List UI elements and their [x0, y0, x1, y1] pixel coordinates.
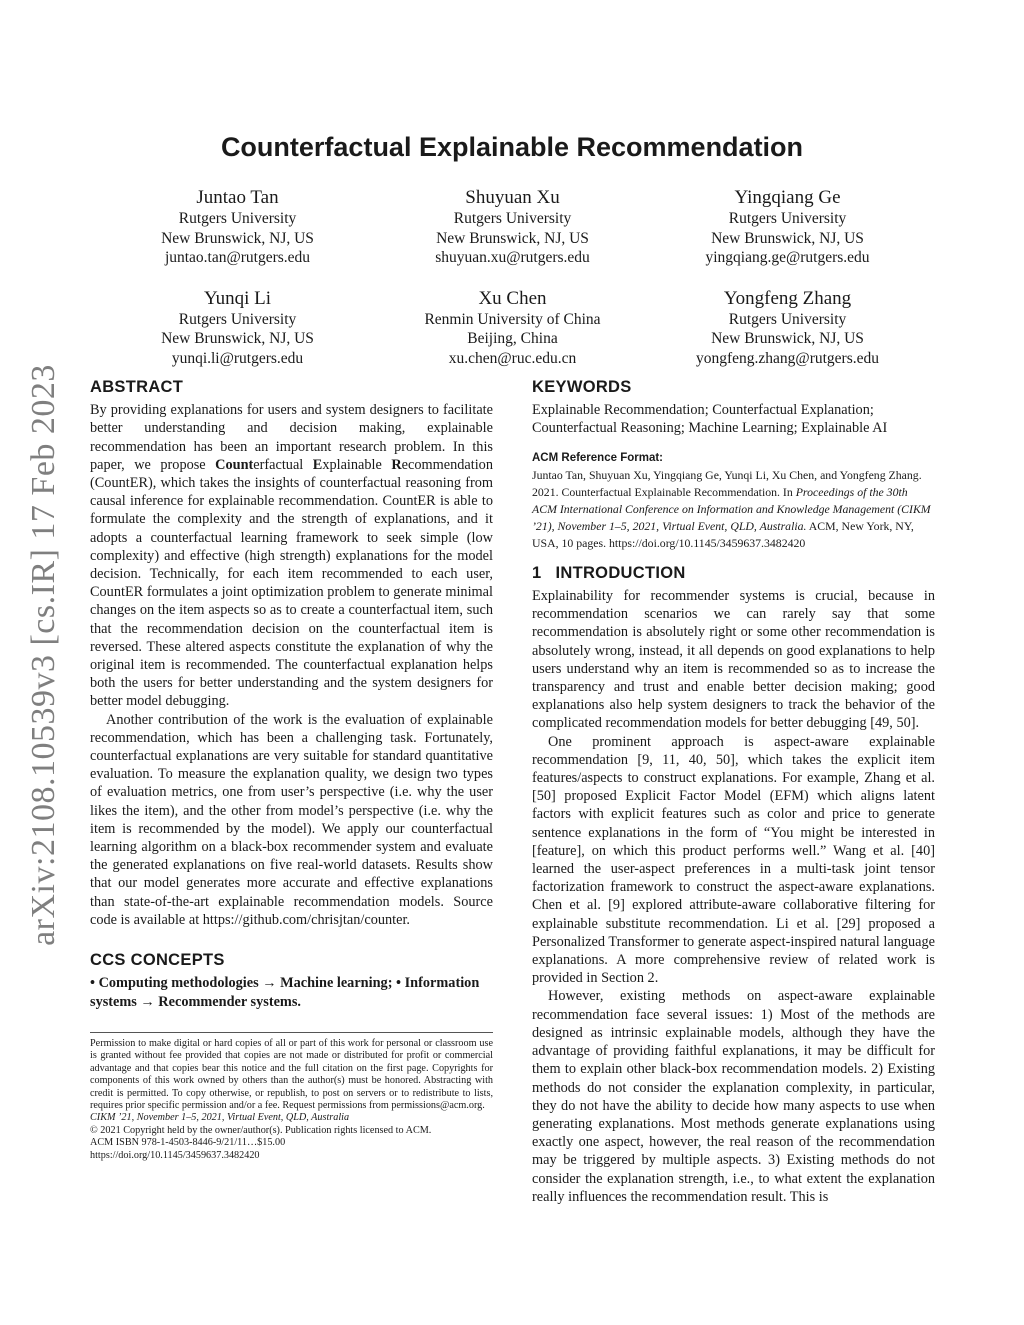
acm-reference-heading: ACM Reference Format:	[532, 451, 663, 464]
left-column	[90, 378, 493, 1011]
author-affiliation: Rutgers University	[453, 210, 572, 227]
author-name: Yunqi Li	[203, 287, 272, 309]
abstract-text-erfactual: erfactual	[253, 456, 313, 473]
arxiv-identifier: arXiv:2108.10539v3 [cs.IR] 17 Feb 2023	[25, 364, 63, 946]
author-block	[100, 186, 925, 368]
author-row	[100, 287, 925, 369]
permission-text: Permission to make digital or hard copies of all or part of this work for personal or classroom use is granted without fee provided that copies are not made or distributed for profit or commercial advantage and that copies bear this notice and the full citation on the first page. Copyrights for components of this work owned by others than the author(s) must be honored. Abstracting with credit is permitted. To copy otherwise, or republish, to post on servers or to redistribute to lists, requires prior specific permission and/or a fee. Request permissions from permissions@acm.org.	[90, 1038, 493, 1112]
isbn-line: ACM ISBN 978-1-4503-8446-9/21/11…$15.00	[90, 1137, 286, 1149]
section-number: 1	[532, 563, 542, 582]
author-name: Juntao Tan	[196, 187, 279, 208]
author-email[interactable]: yongfeng.zhang@rutgers.edu	[696, 349, 879, 367]
author-location: New Brunswick, NJ, US	[711, 330, 864, 347]
keywords-text: Explainable Recommendation; Counterfactual Explanation; Counterfactual Reasoning; Machine Learning; Explainable AI	[532, 402, 888, 437]
acm-reference-text	[532, 467, 935, 552]
author-email[interactable]: shuyuan.xu@rutgers.edu	[435, 249, 590, 266]
author-affiliation: Rutgers University	[178, 310, 297, 328]
author-card	[100, 287, 375, 369]
abstract-paragraph	[90, 401, 493, 710]
author-location: New Brunswick, NJ, US	[711, 229, 864, 247]
author-location: New Brunswick, NJ, US	[161, 229, 314, 247]
abstract-text-xplainable: xplainable	[322, 456, 392, 473]
doi-link[interactable]: https://doi.org/10.1145/3459637.3482420	[90, 1149, 260, 1161]
author-name: Yongfeng Zhang	[723, 287, 852, 309]
author-card	[650, 186, 925, 268]
intro-paragraph-2: One prominent approach is aspect-aware explainable recommendation [9, 11, 40, 50], which takes the explicit item features/aspects to construct explanations. For example, Zhang et al. [50] proposed Explicit Factor Model (EFM) which aligns latent factors with explicit features such as color and price to generate sentence explanations in the form of “You might be interested in [feature], on which this product performs well.” Wang et al. [40] learned the user-aspect preferences in a multi-task joint tensor factorization framework to construct the aspect-aware explanations. Chen et al. [9] explored attribute-aware collaborative filtering for explainable substitute recommendation. Li et al. [29] proposed a Personalized Transformer to generate aspect-inspired natural language explanations. A more comprehensive review of related work is provided in Section 2.	[532, 733, 935, 987]
ccs-text: • Computing methodologies → Machine learning; • Information systems → Recommender systems.	[90, 975, 480, 1010]
author-affiliation: Rutgers University	[728, 210, 847, 227]
author-email[interactable]: yunqi.li@rutgers.edu	[171, 349, 304, 367]
intro-paragraph-3: However, existing methods on aspect-aware explainable recommendation face several issues: 1) Most of the methods are designed as intrinsic explainable models, although they have the advantage of providing faithful explanations, it may be difficult for them to explain other black-box recommendation models. 2) Existing methods do not consider the explanation complexity, in particular, they do not have the ability to decide how many aspects to use when generating explanations. Most methods generate explanations using exactly one aspect, however, the real reason of the recommendation may be triggered by multiple aspects. 3) Existing methods do not consider the explanation strength, i.e., to what extent the explanation really influences the recommendation result. This is	[532, 988, 935, 1205]
abstract-bold-count: Count	[215, 456, 254, 473]
author-email[interactable]: juntao.tan@rutgers.edu	[164, 249, 311, 266]
acm-reference-proceedings: Proceedings of the 30th ACM International Conference on Information and Knowledge Management (CIKM ’21), November 1–5, 2021, Virtual Event, QLD, Australia.	[532, 484, 931, 533]
conference-line: CIKM ’21, November 1–5, 2021, Virtual Event, QLD, Australia	[90, 1112, 350, 1124]
abstract-bold-r: R	[391, 456, 402, 473]
author-email[interactable]: yingqiang.ge@rutgers.edu	[705, 249, 870, 266]
keywords-heading: KEYWORDS	[532, 378, 632, 396]
right-column	[532, 378, 935, 1206]
arxiv-sidebar	[20, 365, 68, 945]
paper-title: Counterfactual Explainable Recommendation	[220, 132, 804, 162]
ccs-heading: CCS CONCEPTS	[90, 951, 225, 970]
author-card	[375, 186, 650, 268]
author-location: New Brunswick, NJ, US	[161, 330, 314, 347]
author-name: Xu Chen	[478, 287, 547, 309]
author-card	[375, 287, 650, 369]
author-email[interactable]: xu.chen@ruc.edu.cn	[448, 349, 577, 367]
abstract-bold-e: E	[312, 456, 323, 473]
copyright-line: © 2021 Copyright held by the owner/author(s). Publication rights licensed to ACM.	[90, 1124, 432, 1136]
permission-footnote	[90, 1032, 493, 1162]
author-name: Yingqiang Ge	[734, 187, 841, 208]
abstract-text-rest: ecommendation (CountER), which takes the insights of counterfactual reasoning from causal inference for explainable recommendation. CountER is able to formulate the complexity and the strength of explanations, and it adopts a counterfactual learning framework to seek simple (low complexity) and effective (high strength) explanations for the model decision. Technically, for each item recommended to each user, CountER formulates a joint optimization problem to generate minimal changes on the item aspects so as to create a counterfactual item, such that the recommendation decision on the counterfactual item is reversed. These altered aspects constitute the explanation of why the original item is recommended. The counterfactual explanation helps both the users for better understanding and the system designers for better model debugging.	[90, 456, 493, 710]
abstract-paragraph-2: Another contribution of the work is the evaluation of explainable recommendation, which has been a challenging task. Fortunately, counterfactual explanations are very suitable for standard quantitative evaluation. To measure the explanation quality, we design two types of evaluation metrics, one from user’s perspective (i.e. why the user likes the item), and the other from model’s perspective (i.e. why the item is recommended by the model). We apply our counterfactual learning algorithm on a black-box recommender system and evaluate the generated explanations on five real-world datasets. Results show that our model generates more accurate and effective explanations than state-of-the-art explainable recommendation models. Source code is available at https://github.com/chrisjtan/counter.	[90, 711, 493, 928]
author-affiliation: Rutgers University	[178, 210, 297, 227]
intro-paragraph-1: Explainability for recommender systems is crucial, because in recommendation scenarios we can rarely say that some recommendation is absolutely right or some other recommendation is absolutely wrong, instead, it all depends on good explanations to help users understand why an item is recommended so as to increase the transparency and trust and enable better decision making; good explanations also help system designers to track the behavior of the complicated recommendation models for better debugging [49, 50].	[532, 588, 935, 732]
author-row	[100, 186, 925, 268]
introduction-heading	[532, 564, 935, 582]
section-title: INTRODUCTION	[555, 563, 686, 582]
acm-reference-publisher: ACM, New York, NY, USA, 10 pages. https://doi.org/10.1145/3459637.3482420	[532, 518, 914, 550]
author-name: Shuyuan Xu	[465, 187, 560, 208]
author-card	[100, 186, 375, 268]
author-card	[650, 287, 925, 369]
author-affiliation: Rutgers University	[728, 310, 847, 328]
acm-reference-authors: Juntao Tan, Shuyuan Xu, Yingqiang Ge, Yunqi Li, Xu Chen, and Yongfeng Zhang. 2021. Counterfactual Explainable Recommendation. In	[532, 467, 922, 499]
author-location: New Brunswick, NJ, US	[436, 229, 589, 247]
abstract-heading: ABSTRACT	[90, 378, 184, 396]
author-location: Beijing, China	[467, 330, 558, 347]
abstract-text-start: By providing explanations for users and system designers to facilitate better understanding and decision making, explainable recommendation has been an important research problem. In this paper, we propose	[90, 402, 493, 473]
author-affiliation: Renmin University of China	[424, 310, 601, 328]
